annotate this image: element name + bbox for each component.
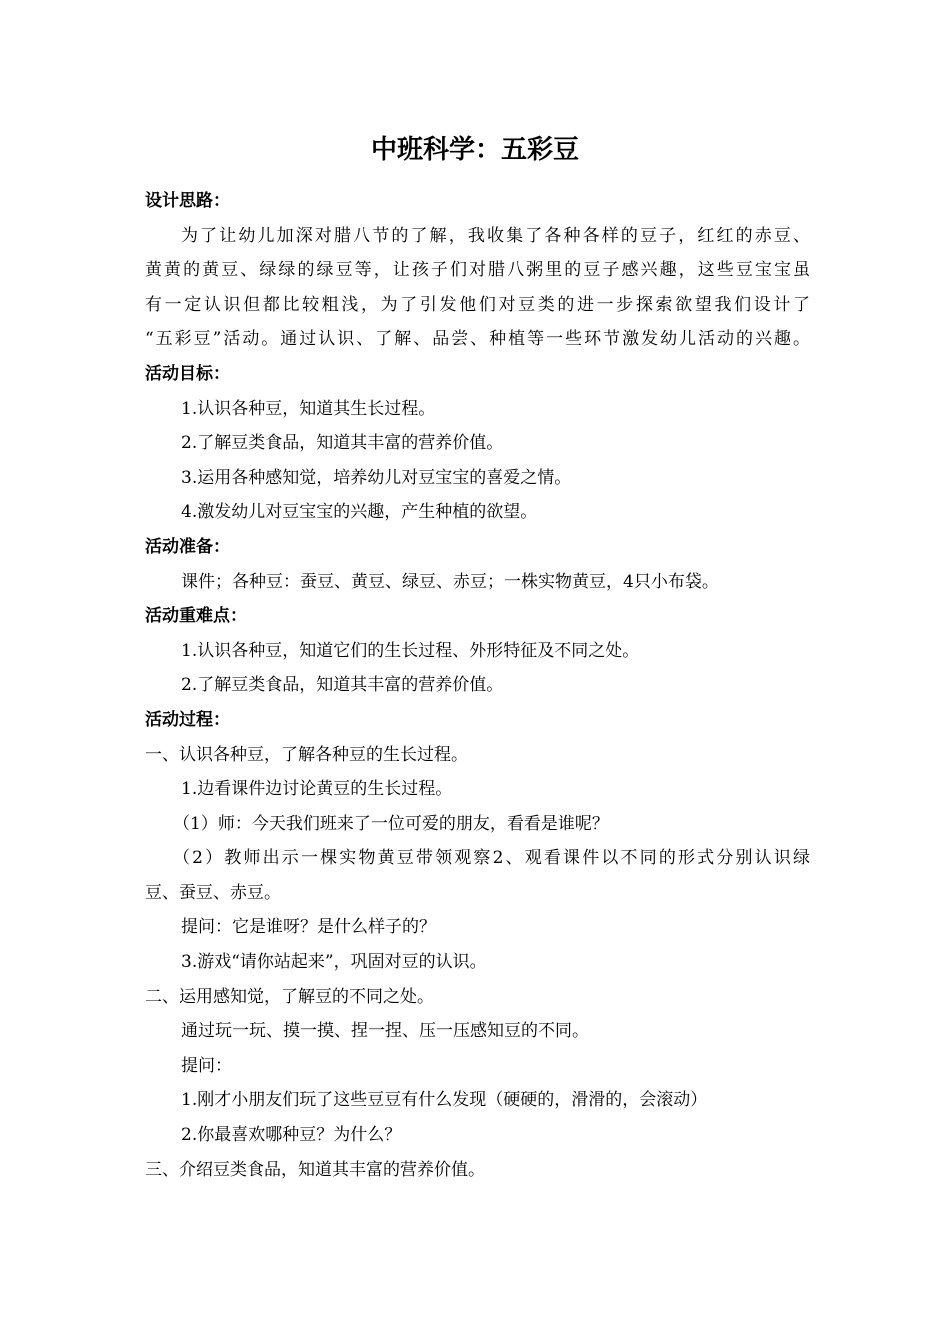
text-line: 3.游戏“请你站起来”，巩固对豆的认识。 xyxy=(181,952,487,973)
document-body xyxy=(145,184,810,1187)
section-heading: 活动过程： xyxy=(145,709,230,730)
text-line: 2.了解豆类食品，知道其丰富的营养价值。 xyxy=(181,433,504,454)
text-line: 提问：它是谁呀？是什么样子的？ xyxy=(181,917,436,938)
text-line: 1.边看课件边讨论黄豆的生长过程。 xyxy=(181,779,453,800)
text-line: 3.运用各种感知觉，培养幼儿对豆宝宝的喜爱之情。 xyxy=(181,467,572,488)
section-heading: 活动重难点： xyxy=(145,606,247,627)
text-line: 提问： xyxy=(181,1055,232,1076)
text-line: 有一定认识但都比较粗浅，为了引发他们对豆类的进一步探索欲望我们设计了 xyxy=(145,294,810,315)
text-line: 一、认识各种豆，了解各种豆的生长过程。 xyxy=(145,744,468,765)
text-line: （1）师：今天我们班来了一位可爱的朋友，看看是谁呢？ xyxy=(173,813,609,834)
text-line: 黄黄的黄豆、绿绿的绿豆等，让孩子们对腊八粥里的豆子感兴趣，这些豆宝宝虽 xyxy=(145,260,810,281)
text-line: 课件；各种豆：蚕豆、黄豆、绿豆、赤豆；一株实物黄豆，4只小布袋。 xyxy=(181,571,719,592)
text-line: 1.认识各种豆，知道其生长过程。 xyxy=(181,398,436,419)
text-line: 二、运用感知觉，了解豆的不同之处。 xyxy=(145,986,434,1007)
text-line: 1.认识各种豆，知道它们的生长过程、外形特征及不同之处。 xyxy=(181,640,640,661)
text-line: 4.激发幼儿对豆宝宝的兴趣，产生种植的欲望。 xyxy=(181,502,538,523)
section-heading: 活动准备： xyxy=(145,536,230,557)
section-heading: 设计思路： xyxy=(145,191,230,211)
text-line: 为了让幼儿加深对腊八节的了解，我收集了各种各样的豆子，红红的赤豆、 xyxy=(181,225,810,246)
text-line: 1.刚才小朋友们玩了这些豆豆有什么发现（硬硬的，滑滑的，会滚动） xyxy=(181,1090,708,1111)
text-line: 三、介绍豆类食品，知道其丰富的营养价值。 xyxy=(145,1159,485,1180)
text-line: （2）教师出示一棵实物黄豆带领观察2、观看课件以不同的形式分别认识绿 xyxy=(173,848,810,869)
text-line: 通过玩一玩、摸一摸、捏一捏、压一压感知豆的不同。 xyxy=(181,1021,589,1042)
section-heading: 活动目标： xyxy=(145,363,230,384)
text-line: 豆、蚕豆、赤豆。 xyxy=(145,882,281,903)
text-line: 2.了解豆类食品，知道其丰富的营养价值。 xyxy=(181,675,504,696)
text-line: “五彩豆”活动。通过认识、了解、品尝、种植等一些环节激发幼儿活动的兴趣。 xyxy=(145,329,810,350)
text-line: 2.你最喜欢哪种豆？为什么？ xyxy=(181,1125,402,1146)
document-title: 中班科学：五彩豆 xyxy=(370,135,579,165)
